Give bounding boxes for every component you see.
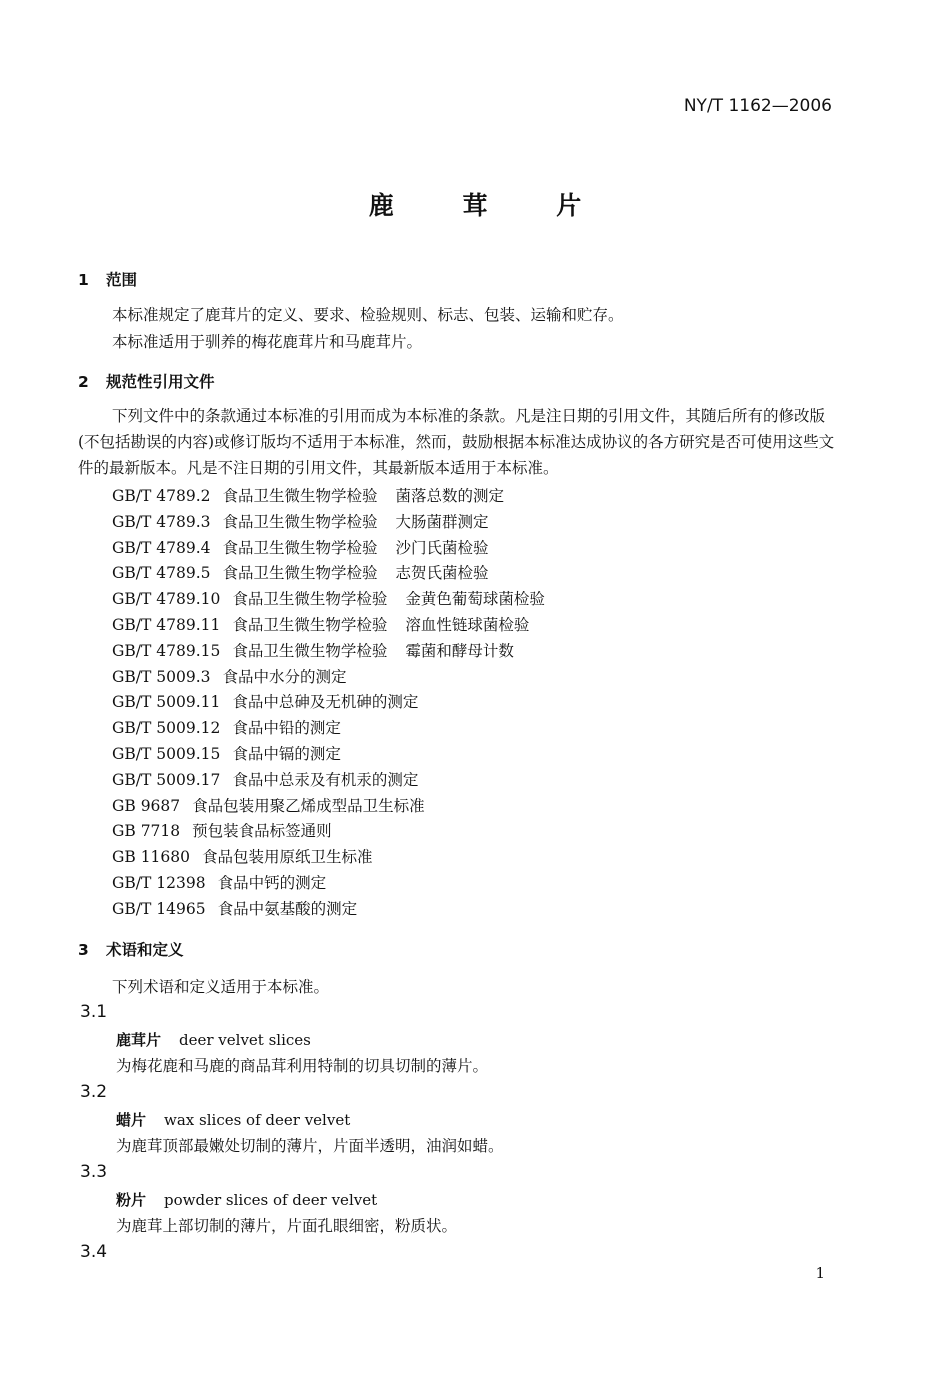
term-number: 3.4 [80, 1242, 108, 1262]
reference-item [112, 587, 545, 609]
reference-title: 食品中铅的测定 [232, 719, 341, 738]
reference-title: 食品包装用聚乙烯成型品卫生标准 [192, 796, 425, 815]
reference-item [112, 665, 347, 687]
term-definition: 为梅花鹿和马鹿的商品茸利用特制的切具切制的薄片。 [116, 1057, 489, 1075]
term-definition: 为鹿茸顶部最嫩处切制的薄片，片面半透明，油润如蜡。 [116, 1137, 504, 1155]
reference-code: GB/T 5009.15 [112, 745, 221, 763]
section-1-paragraph-2: 本标准适用于驯养的梅花鹿茸片和马鹿茸片。 [112, 333, 423, 351]
reference-code: GB/T 5009.3 [112, 667, 211, 686]
term-english: deer velvet slices [179, 1031, 311, 1049]
reference-code: GB/T 4789.10 [112, 590, 221, 609]
reference-item [112, 768, 418, 790]
term-heading [116, 1029, 311, 1050]
reference-code: GB/T 14965 [112, 899, 206, 918]
reference-code: GB/T 4789.15 [112, 641, 221, 660]
section-number: 3 [78, 941, 89, 959]
reference-subtitle: 大肠菌群测定 [395, 512, 489, 531]
reference-title: 食品中水分的测定 [222, 667, 347, 686]
section-1-paragraph-1: 本标准规定了鹿茸片的定义、要求、检验规则、标志、包装、运输和贮存。 [112, 306, 624, 324]
section-3-heading [78, 938, 184, 960]
reference-title: 食品卫生微生物学检验 [222, 564, 378, 583]
term-number: 3.1 [80, 1002, 108, 1022]
reference-subtitle: 志贺氏菌检验 [395, 564, 489, 583]
reference-item [112, 897, 357, 919]
reference-title: 食品中钙的测定 [217, 874, 327, 892]
document-title: 鹿 茸 片 [368, 191, 612, 220]
reference-code: GB/T 4789.2 [112, 487, 211, 505]
section-title: 规范性引用文件 [106, 373, 215, 391]
reference-code: GB/T 5009.17 [112, 770, 221, 789]
term-heading [116, 1109, 350, 1130]
reference-item [112, 845, 373, 867]
reference-item [112, 639, 514, 661]
reference-title: 食品卫生微生物学检验 [222, 512, 378, 531]
section-2-heading [78, 370, 215, 392]
reference-code: GB 11680 [112, 848, 191, 867]
term-number: 3.2 [80, 1082, 108, 1102]
reference-item [112, 871, 326, 893]
reference-code: GB 9687 [112, 796, 181, 815]
reference-item [112, 690, 418, 712]
reference-code: GB/T 5009.11 [112, 693, 221, 712]
reference-code: GB/T 4789.4 [112, 538, 211, 557]
reference-title: 食品卫生微生物学检验 [222, 487, 378, 505]
term-definition: 为鹿茸上部切制的薄片，片面孔眼细密，粉质状。 [116, 1217, 458, 1235]
reference-item [112, 484, 504, 506]
reference-item [112, 794, 425, 816]
page-number: 1 [815, 1264, 825, 1282]
standard-code: NY/T 1162—2006 [683, 96, 832, 116]
reference-code: GB/T 5009.12 [112, 719, 221, 738]
reference-item [112, 819, 332, 841]
section-title: 范围 [106, 271, 138, 289]
section-1-heading [78, 268, 137, 290]
reference-item [112, 716, 341, 738]
term-chinese: 粉片 [116, 1191, 147, 1209]
reference-subtitle: 溶血性链球菌检验 [405, 616, 530, 634]
section-number: 1 [78, 271, 89, 289]
reference-title: 食品中总汞及有机汞的测定 [232, 770, 419, 789]
reference-code: GB/T 4789.5 [112, 564, 211, 583]
reference-title: 预包装食品标签通则 [192, 822, 332, 841]
section-title: 术语和定义 [106, 941, 184, 959]
reference-item [112, 742, 341, 764]
reference-title: 食品卫生微生物学检验 [232, 616, 388, 634]
reference-item [112, 613, 529, 635]
section-number: 2 [78, 373, 89, 391]
reference-title: 食品中总砷及无机砷的测定 [232, 693, 419, 712]
reference-title: 食品中镉的测定 [232, 745, 341, 763]
section-3-intro: 下列术语和定义适用于本标准。 [112, 978, 330, 996]
section-2-intro: 下列文件中的条款通过本标准的引用而成为本标准的条款。凡是注日期的引用文件，其随后所有的修改版(不包括勘误的内容)或修订版均不适用于本标准，然而，鼓励根据本标准达成协议的各方研究是否可使用这些文件的最新版本。凡是不注日期的引用文件，其最新版本适用于本标准。 [78, 407, 835, 477]
term-english: wax slices of deer velvet [164, 1111, 351, 1129]
reference-subtitle: 菌落总数的测定 [395, 487, 505, 505]
reference-title: 食品卫生微生物学检验 [232, 641, 388, 660]
reference-code: GB 7718 [112, 822, 181, 841]
reference-item [112, 510, 489, 532]
reference-title: 食品卫生微生物学检验 [232, 590, 388, 609]
reference-subtitle: 霉菌和酵母计数 [405, 641, 514, 660]
reference-item [112, 561, 489, 583]
reference-code: GB/T 4789.11 [112, 616, 221, 634]
reference-title: 食品中氨基酸的测定 [217, 899, 358, 918]
reference-item [112, 536, 489, 558]
reference-title: 食品卫生微生物学检验 [222, 538, 378, 557]
term-heading [116, 1189, 377, 1210]
term-number: 3.3 [80, 1162, 108, 1182]
term-chinese: 蜡片 [116, 1111, 147, 1129]
reference-code: GB/T 12398 [112, 874, 206, 892]
reference-subtitle: 沙门氏菌检验 [395, 538, 489, 557]
reference-code: GB/T 4789.3 [112, 512, 211, 531]
reference-title: 食品包装用原纸卫生标准 [202, 848, 373, 867]
term-chinese: 鹿茸片 [116, 1031, 162, 1049]
term-english: powder slices of deer velvet [164, 1191, 378, 1209]
reference-subtitle: 金黄色葡萄球菌检验 [405, 590, 545, 609]
